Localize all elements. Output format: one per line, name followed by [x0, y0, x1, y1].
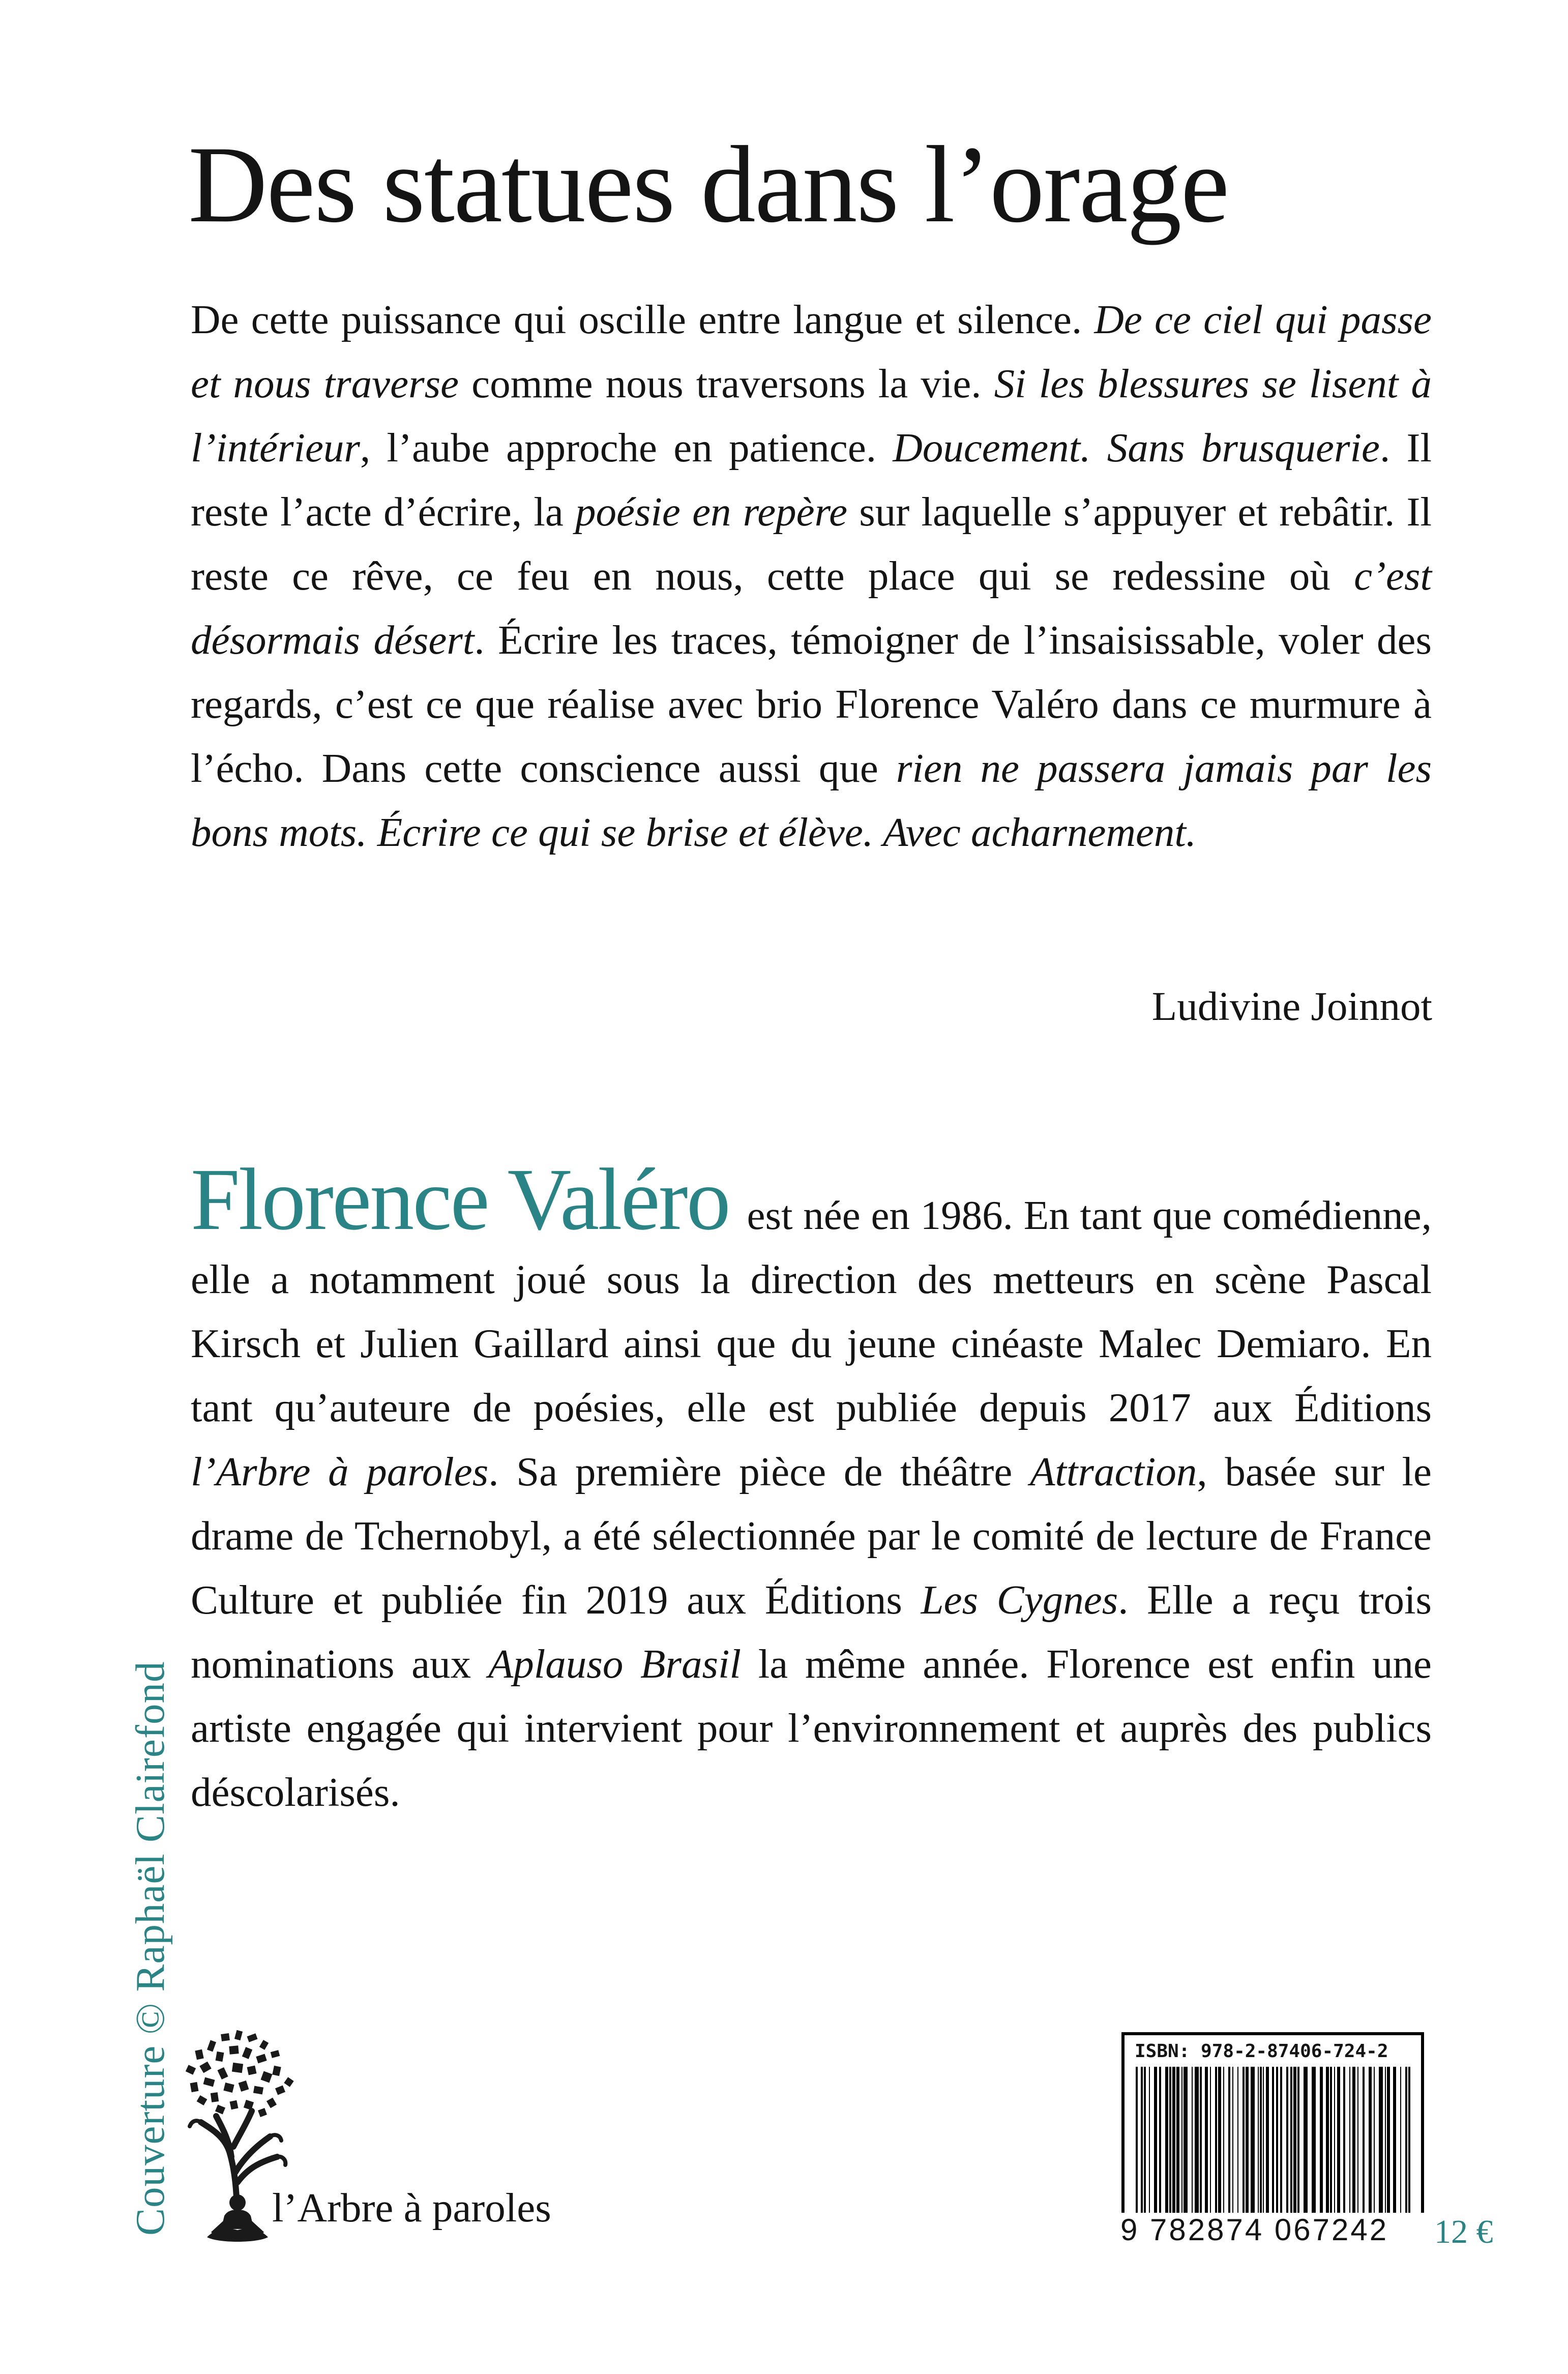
- italic-run: poésie en repère: [575, 489, 848, 535]
- book-title: Des statues dans l’orage: [188, 124, 1229, 245]
- text-run: , l’aube approche en patience.: [360, 425, 893, 471]
- barcode-bar: [1374, 2067, 1375, 2214]
- barcode-bar: [1293, 2067, 1296, 2214]
- barcode-bar: [1218, 2067, 1221, 2214]
- barcode-bar: [1246, 2067, 1249, 2214]
- barcode-bar: [1165, 2067, 1168, 2214]
- barcode-bar: [1258, 2067, 1259, 2214]
- barcode-bar: [1200, 2067, 1202, 2214]
- barcode-bar: [1149, 2067, 1150, 2214]
- text-run: , basée sur le drame de Tchernobyl, a été sélectionnée par le comité de lecture de France Culture et publiée fin 2019 aux Éditions: [191, 1449, 1432, 1623]
- barcode-bar: [1159, 2067, 1161, 2214]
- barcode-bar: [1337, 2067, 1340, 2214]
- text-run: la même année. Florence est enfin une artiste engagée qui intervient pour l’environnement et auprès des publics déscolarisés.: [191, 1641, 1432, 1815]
- back-cover-blurb: [191, 287, 1432, 864]
- barcode-bar: [1357, 2067, 1358, 2214]
- barcode-bar: [1363, 2067, 1365, 2214]
- barcode-bar: [1195, 2067, 1199, 2214]
- barcode-bar: [1400, 2067, 1401, 2214]
- barcode-bar: [1369, 2067, 1372, 2214]
- isbn-barcode: [1121, 2032, 1424, 2243]
- barcode-bar: [1334, 2067, 1335, 2214]
- barcode-bar: [1290, 2067, 1292, 2214]
- barcode-bar: [1379, 2067, 1383, 2214]
- barcode-bar: [1205, 2067, 1208, 2214]
- barcode-bar: [1136, 2067, 1138, 2235]
- publisher-name: l’Arbre à paroles: [272, 2185, 551, 2231]
- text-run: est née en 1986. En tant que comédienne, elle a notamment joué sous la direction des metteurs en scène Pascal Kirsch et Julien Gaillard ainsi que du jeune cinéaste Malec Demiaro. En tant qu’auteure de poésies, elle est publiée depuis 2017 aux Éditions: [191, 1192, 1432, 1430]
- cover-credit: Couverture © Raphaël Clairefond: [127, 1661, 173, 2236]
- barcode-bar: [1276, 2067, 1278, 2235]
- barcode-bar: [1215, 2067, 1217, 2214]
- text-run: . Sa première pièce de théâtre: [488, 1449, 1030, 1494]
- italic-run: Attraction: [1029, 1449, 1197, 1494]
- barcode-bar: [1272, 2067, 1274, 2235]
- barcode-bar: [1326, 2067, 1329, 2214]
- barcode-bar: [1242, 2067, 1245, 2214]
- italic-run: rien ne passera jamais par les bons mots. Écrire ce qui se brise et élève. Avec acharnement.: [191, 745, 1432, 855]
- barcode-bar: [1387, 2067, 1390, 2214]
- text-run: sur laquelle s’appuyer et rebâtir. Il reste ce rêve, ce feu en nous, cette place qui se redessine où: [191, 489, 1432, 599]
- text-run: . Elle a reçu trois nominations aux: [191, 1577, 1432, 1687]
- barcode-bar: [1172, 2067, 1175, 2214]
- barcode-bar: [1210, 2067, 1211, 2214]
- ean-number: 9 782874 067242: [1116, 2213, 1438, 2247]
- author-bio: [191, 1150, 1432, 1824]
- barcode-bar: [1320, 2067, 1323, 2214]
- barcode-bar: [1237, 2067, 1238, 2214]
- text-run: comme nous traversons la vie.: [459, 361, 994, 406]
- barcode-bar: [1349, 2067, 1350, 2214]
- barcode-bar: [1385, 2067, 1386, 2214]
- text-run: De cette puissance qui oscille entre langue et silence.: [191, 297, 1094, 342]
- barcode-bar: [1228, 2067, 1230, 2214]
- italic-run: Les Cygnes: [921, 1577, 1118, 1623]
- barcode-bar: [1297, 2067, 1299, 2214]
- barcode-bar: [1251, 2067, 1255, 2214]
- barcode-bar: [1223, 2067, 1224, 2214]
- barcode-bar: [1263, 2067, 1264, 2214]
- barcode-bar: [1280, 2067, 1282, 2214]
- barcode-bar: [1144, 2067, 1146, 2214]
- blurb-author: Ludivine Joinnot: [1151, 983, 1432, 1029]
- barcode-bar: [1184, 2067, 1188, 2214]
- italic-run: Doucement. Sans brusquerie: [893, 425, 1380, 471]
- barcode-bar: [1304, 2067, 1308, 2214]
- barcode-bar: [1330, 2067, 1332, 2214]
- barcode-bar: [1405, 2067, 1407, 2235]
- barcode-bar: [1393, 2067, 1396, 2214]
- barcode-bars: [1125, 2035, 1421, 2240]
- barcode-bar: [1286, 2067, 1288, 2214]
- barcode-bar: [1169, 2067, 1171, 2214]
- italic-run: Si les blessures se lisent à l’intérieur: [191, 361, 1432, 471]
- barcode-bar: [1312, 2067, 1316, 2214]
- italic-run: Aplauso Brasil: [488, 1641, 742, 1687]
- barcode-bar: [1154, 2067, 1157, 2214]
- barcode-bar: [1141, 2067, 1143, 2235]
- italic-run: c’est désormais désert: [191, 553, 1432, 663]
- italic-run: l’Arbre à paroles: [191, 1449, 489, 1494]
- barcode-bar: [1260, 2067, 1262, 2214]
- italic-run: De ce ciel qui passe et nous traverse: [191, 297, 1432, 406]
- barcode-bar: [1343, 2067, 1345, 2214]
- text-run: . Il reste l’acte d’écrire, la: [191, 425, 1432, 535]
- isbn-label: ISBN: 978-2-87406-724-2: [1135, 2041, 1388, 2062]
- barcode-bar: [1232, 2067, 1233, 2214]
- author-name: Florence Valéro: [191, 1150, 729, 1248]
- barcode-bar: [1352, 2067, 1355, 2214]
- barcode-bar: [1181, 2067, 1182, 2214]
- barcode-bar: [1192, 2067, 1193, 2214]
- barcode-bar: [1266, 2067, 1269, 2214]
- text-run: . Écrire les traces, témoigner de l’insaisissable, voler des regards, c’est ce que réalise avec brio Florence Valéro dans ce murmure à l’écho. Dans cette conscience aussi que: [191, 617, 1432, 791]
- author-bio-text: [191, 1192, 1432, 1815]
- barcode-bar: [1408, 2067, 1410, 2235]
- price: 12 €: [1434, 2213, 1493, 2250]
- barcode-bar: [1176, 2067, 1179, 2214]
